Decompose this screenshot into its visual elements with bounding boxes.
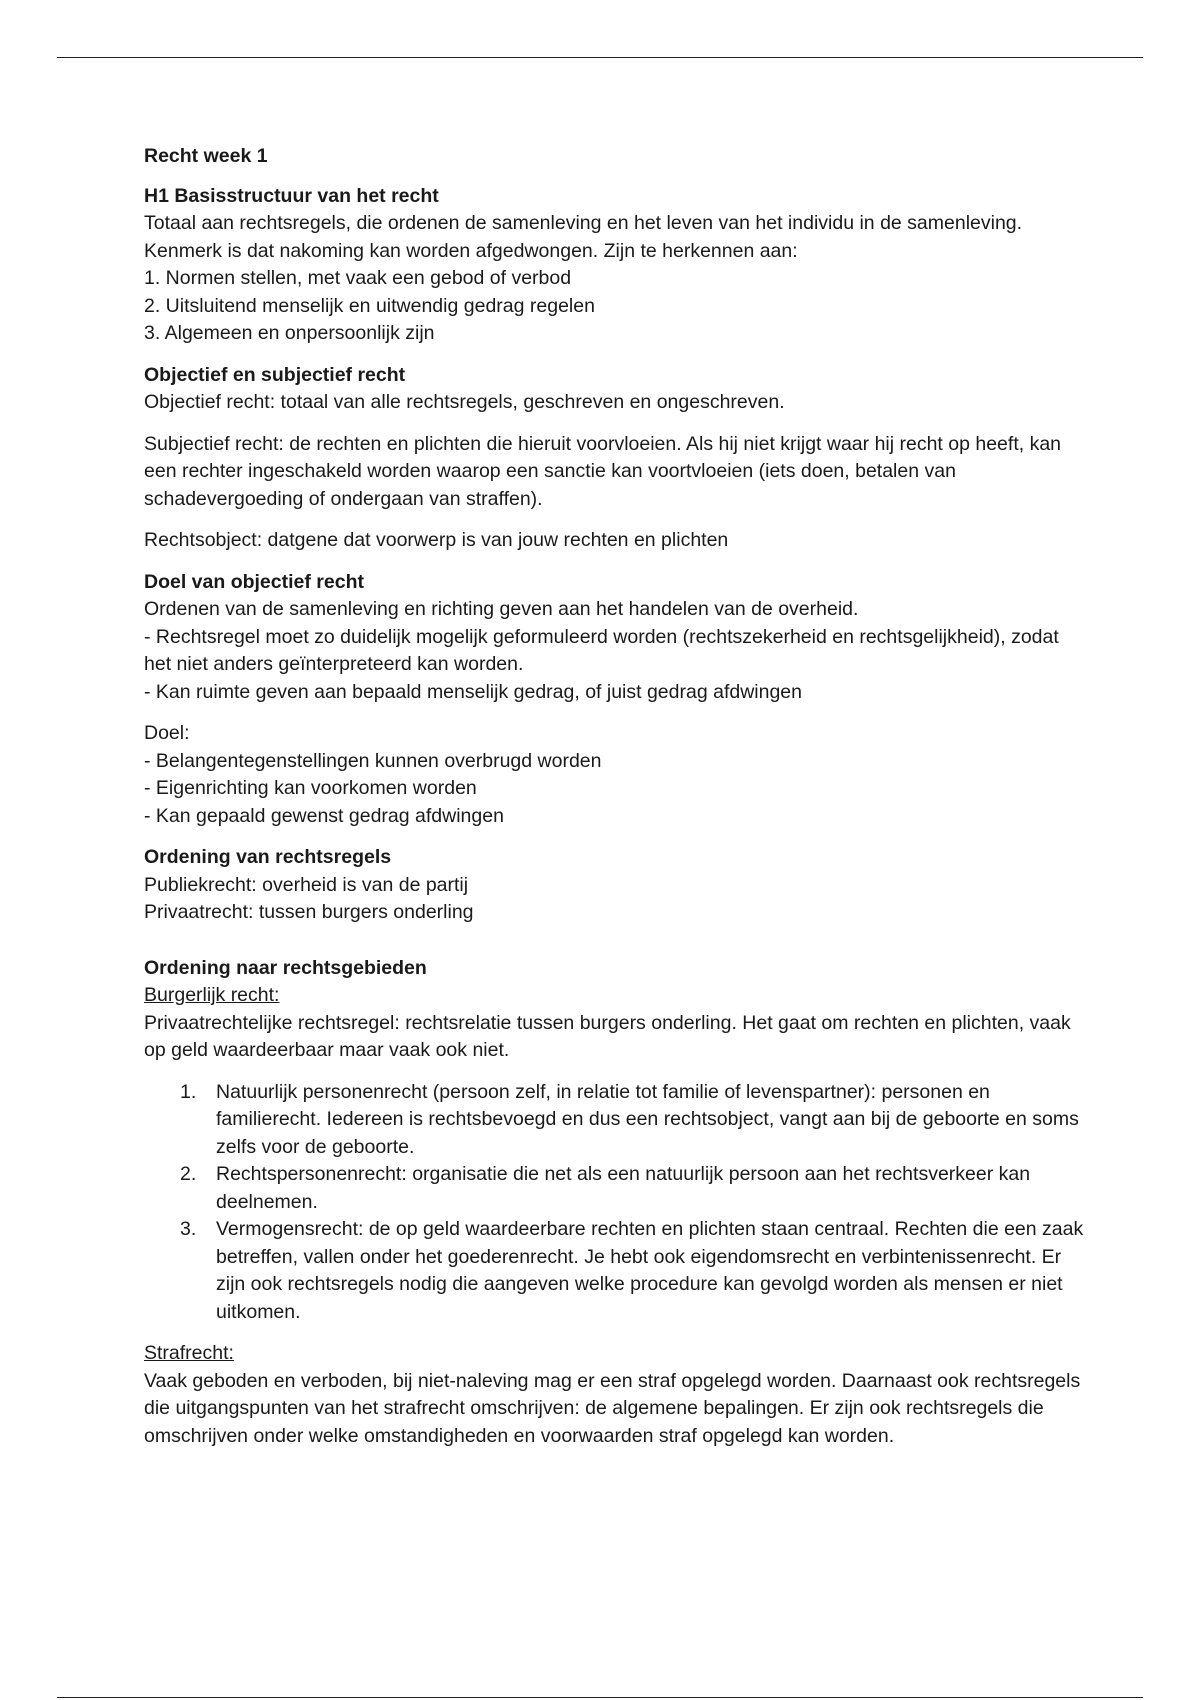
section-heading: H1 Basisstructuur van het recht [144,184,439,207]
paragraph: Publiekrecht: overheid is van de partij [144,873,469,896]
section-doel-objectief [144,569,1084,831]
list-item: - Rechtsregel moet zo duidelijk mogelijk geformuleerd worden (rechtszekerheid en rechtsgelijkheid), zodat het niet anders geïnterpreteerd kan worden. [144,625,1059,675]
section-heading: Objectief en subjectief recht [144,363,406,386]
paragraph: Objectief recht: totaal van alle rechtsregels, geschreven en ongeschreven. [144,391,785,413]
list-item [144,1216,1084,1326]
doel-label: Doel: [144,722,190,744]
section-basisstructuur [144,183,1084,348]
section-heading: Doel van objectief recht [144,570,364,593]
list-item [144,1079,1084,1162]
paragraph: Totaal aan rechtsregels, die ordenen de samenleving en het leven van het individu in de samenleving. Kenmerk is dat nakoming kan worden afgedwongen. Zijn te herkennen aan: [144,212,1023,262]
list-item: - Kan ruimte geven aan bepaald menselijk gedrag, of juist gedrag afdwingen [144,680,803,703]
list-number: 2. [180,1163,197,1185]
paragraph: Ordenen van de samenleving en richting geven aan het handelen van de overheid. [144,598,859,620]
paragraph: Vaak geboden en verboden, bij niet-naleving mag er een straf opgelegd worden. Daarnaast ook rechtsregels die uitgangspunten van het strafrecht omschrijven: de algemene bepalingen. Er zijn ook rechtsregels die omschrijven onder welke omstandigheden en voorwaarden straf opgelegd kan worden. [144,1369,1081,1447]
list-item: 2. Uitsluitend menselijk en uitwendig gedrag regelen [144,294,595,317]
list-number: 1. [180,1080,197,1103]
section-rechtsgebieden [144,955,1084,1451]
list-text: Natuurlijk personenrecht (persoon zelf, in relatie tot familie of levenspartner): personen en familierecht. Iedereen is rechtsbevoegd en dus een rechtsobject, vangt aan bij de geboorte en soms zelfs voor de geboorte. [216,1080,1079,1158]
paragraph: Privaatrecht: tussen burgers onderling [144,901,474,923]
list-item: - Belangentegenstellingen kunnen overbrugd worden [144,749,602,772]
document-page [144,143,1084,1450]
paragraph: Rechtsobject: datgene dat voorwerp is van jouw rechten en plichten [144,529,729,551]
list-item: 3. Algemeen en onpersoonlijk zijn [144,322,435,344]
paragraph: Subjectief recht: de rechten en plichten die hieruit voorvloeien. Als hij niet krijgt waar hij recht op heeft, kan een rechter ingeschakeld worden waarop een sanctie kan voortvloeien (iets doen, betalen van schadevergoeding of ondergaan van straffen). [144,432,1062,510]
list-item: 1. Normen stellen, met vaak een gebod of verbod [144,267,572,289]
list-item [144,1161,1084,1216]
list-text: Rechtspersonenrecht: organisatie die net als een natuurlijk persoon aan het rechtsverkeer kan deelnemen. [216,1163,1031,1213]
section-objectief-subjectief [144,362,1084,555]
list-item: - Kan gepaald gewenst gedrag afdwingen [144,804,504,827]
section-heading: Ordening van rechtsregels [144,846,392,868]
subheading-burgerlijk-recht: Burgerlijk recht: [144,984,280,1006]
top-rule [57,57,1143,58]
list-item: - Eigenrichting kan voorkomen worden [144,777,477,799]
paragraph: Privaatrechtelijke rechtsregel: rechtsrelatie tussen burgers onderling. Het gaat om rechten en plichten, vaak op geld waardeerbaar maar vaak ook niet. [144,1011,1071,1061]
document-title: Recht week 1 [144,145,268,167]
bottom-rule [57,1697,1143,1698]
section-ordening-rechtsregels [144,844,1084,927]
numbered-list [144,1079,1084,1327]
list-number: 3. [180,1218,197,1240]
list-text: Vermogensrecht: de op geld waardeerbare rechten en plichten staan centraal. Rechten die een zaak betreffen, vallen onder het goederenrecht. Je hebt ook eigendomsrecht en verbintenissenrecht. Er zijn ook rechtsregels nodig die aangeven welke procedure kan gevolgd worden als mensen er niet uitkomen. [216,1218,1084,1323]
section-heading: Ordening naar rechtsgebieden [144,956,427,979]
subheading-strafrecht: Strafrecht: [144,1342,234,1364]
